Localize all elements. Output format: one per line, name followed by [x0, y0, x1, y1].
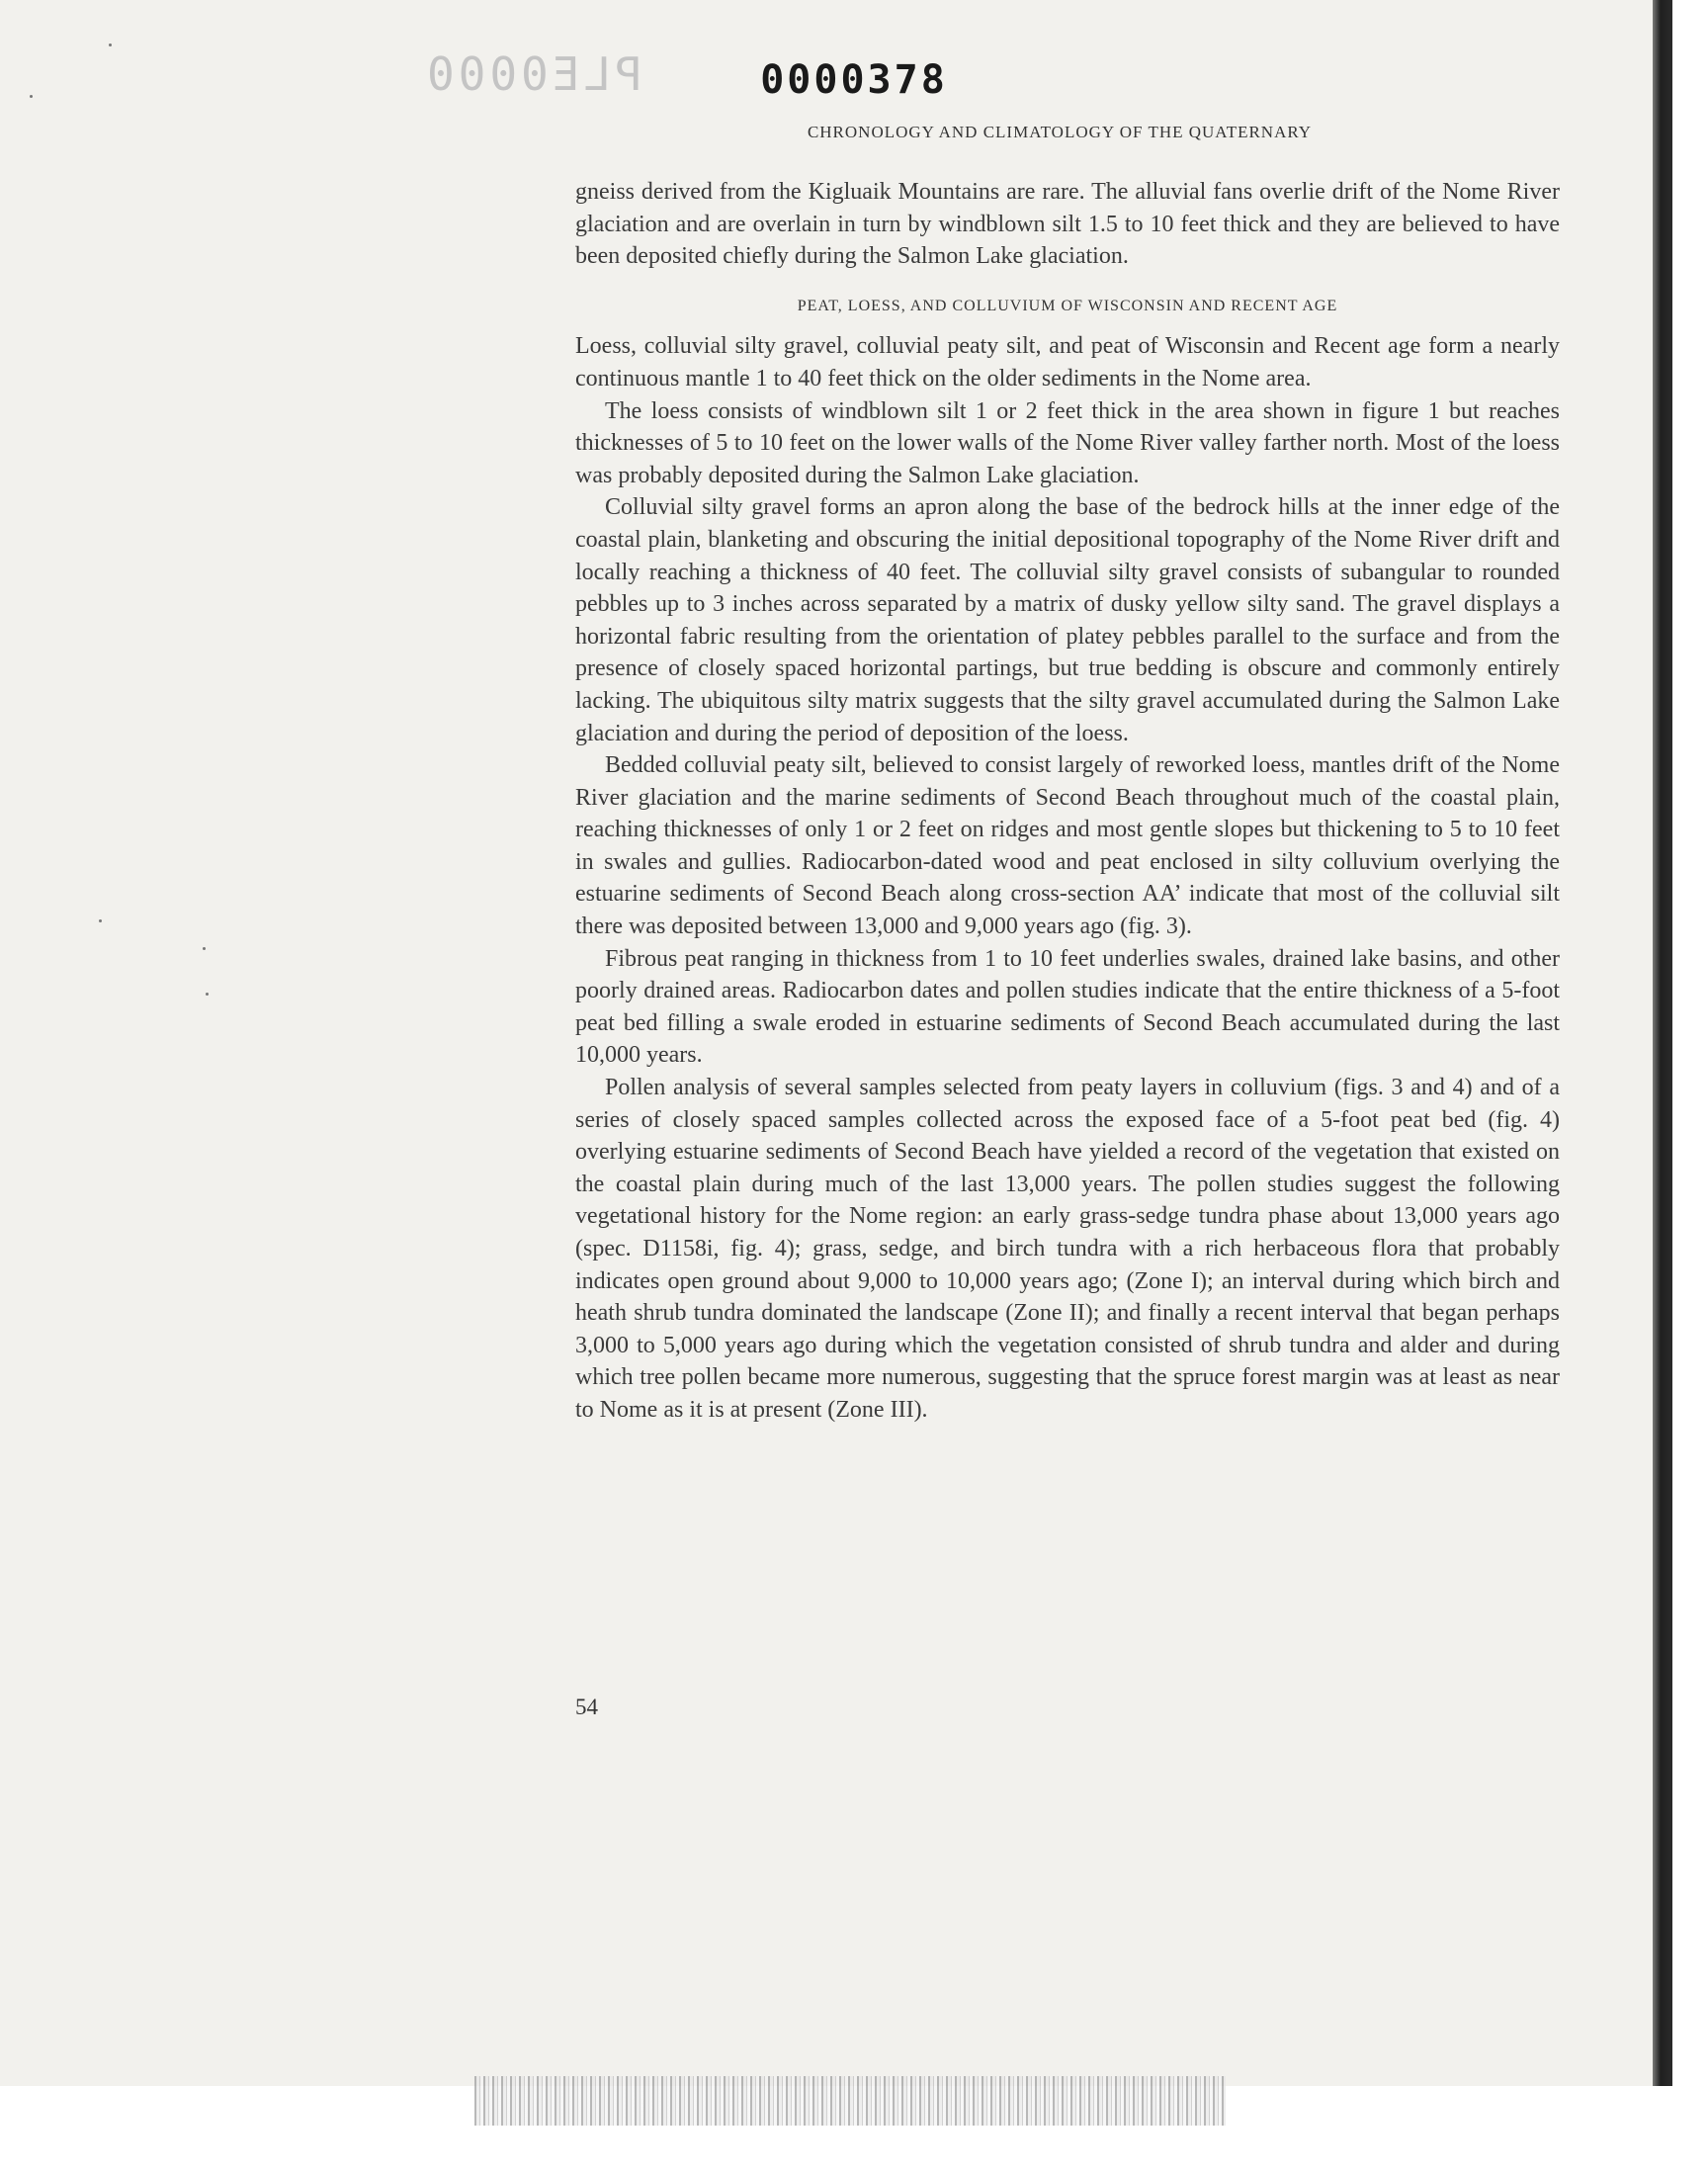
body-text [575, 176, 1560, 1427]
paragraph: Loess, colluvial silty gravel, colluvial peaty silt, and peat of Wisconsin and Recent age form a nearly continuous mantle 1 to 40 feet thick on the older sediments in the Nome area. [575, 333, 1560, 392]
document-number-stamp: 0000378 [760, 57, 948, 103]
bleed-through-stamp: PLE0000 [423, 47, 642, 101]
page-edge-shadow [1653, 0, 1672, 2086]
paragraph: Bedded colluvial peaty silt, believed to consist largely of reworked loess, mantles drift of the Nome River glaciation and the marine sediments of Second Beach throughout much of the coastal plain, reaching thicknesses of only 1 or 2 feet on ridges and most gentle slopes but thickening to 5 to 10 feet in swales and gullies. Radiocarbon-dated wood and peat enclosed in silty colluvium overlying the estuarine sediments of Second Beach along cross-section AA’ indicate that most of the colluvial silt there was deposited between 13,000 and 9,000 years ago (fig. 3). [575, 752, 1560, 940]
paragraph: Fibrous peat ranging in thickness from 1 to 10 feet underlies swales, drained lake basins, and other poorly drained areas. Radiocarbon dates and pollen studies indicate that the entire thickness of a 5-foot peat bed filling a swale eroded in estuarine sediments of Second Beach accumulated during the last 10,000 years. [575, 945, 1560, 1069]
paragraph: Pollen analysis of several samples selected from peaty layers in colluvium (figs. 3 and 4) and of a series of closely spaced samples collected across the exposed face of a 5-foot peat bed (fig. 4) overlying estuarine sediments of Second Beach have yielded a record of the vegetation that existed on the coastal plain during much of the last 13,000 years. The pollen studies suggest the following vegetational history for the Nome region: an early grass-sedge tundra phase about 13,000 years ago (spec. D1158i, fig. 4); grass, sedge, and birch tundra with a rich herbaceous flora that probably indicates open ground about 9,000 to 10,000 years ago; (Zone I); an interval during which birch and heath shrub tundra dominated the landscape (Zone II); and finally a recent interval that began perhaps 3,000 to 5,000 years ago during which the vegetation consisted of shrub tundra and alder and during which tree pollen became more numerous, suggesting that the spruce forest margin was at least as near to Nome as it is at present (Zone III). [575, 1075, 1560, 1423]
speck [203, 947, 206, 950]
speck [109, 44, 112, 46]
paragraph: Colluvial silty gravel forms an apron along the base of the bedrock hills at the inner edge of the coastal plain, blanketing and obscuring the initial depositional topography of the Nome River drift and locally reaching a thickness of 40 feet. The colluvial silty gravel consists of subangular to rounded pebbles up to 3 inches across separated by a matrix of dusky yellow silty sand. The gravel displays a horizontal fabric resulting from the orientation of platey pebbles parallel to the surface and from the presence of closely spaced horizontal partings, but true bedding is obscure and commonly entirely lacking. The ubiquitous silty matrix suggests that the silty gravel accumulated during the Salmon Lake glaciation and during the period of deposition of the loess. [575, 494, 1560, 746]
running-head: CHRONOLOGY AND CLIMATOLOGY OF THE QUATERNARY [807, 123, 1313, 141]
speck [206, 993, 209, 996]
speck [99, 919, 102, 922]
paragraph: The loess consists of windblown silt 1 or 2 feet thick in the area shown in figure 1 but reaches thicknesses of 5 to 10 feet on the lower walls of the Nome River valley farther north. Most of the loess was probably deposited during the Salmon Lake glaciation. [575, 397, 1560, 488]
intro-paragraph: gneiss derived from the Kigluaik Mountains are rare. The alluvial fans overlie drift of the Nome River glaciation and are overlain in turn by windblown silt 1.5 to 10 feet thick and they are believed to have been deposited chiefly during the Salmon Lake glaciation. [575, 179, 1560, 270]
section-heading: PEAT, LOESS, AND COLLUVIUM OF WISCONSIN AND RECENT AGE [797, 297, 1338, 314]
scan-artifact [474, 2076, 1226, 2126]
page-number: 54 [575, 1695, 598, 1719]
